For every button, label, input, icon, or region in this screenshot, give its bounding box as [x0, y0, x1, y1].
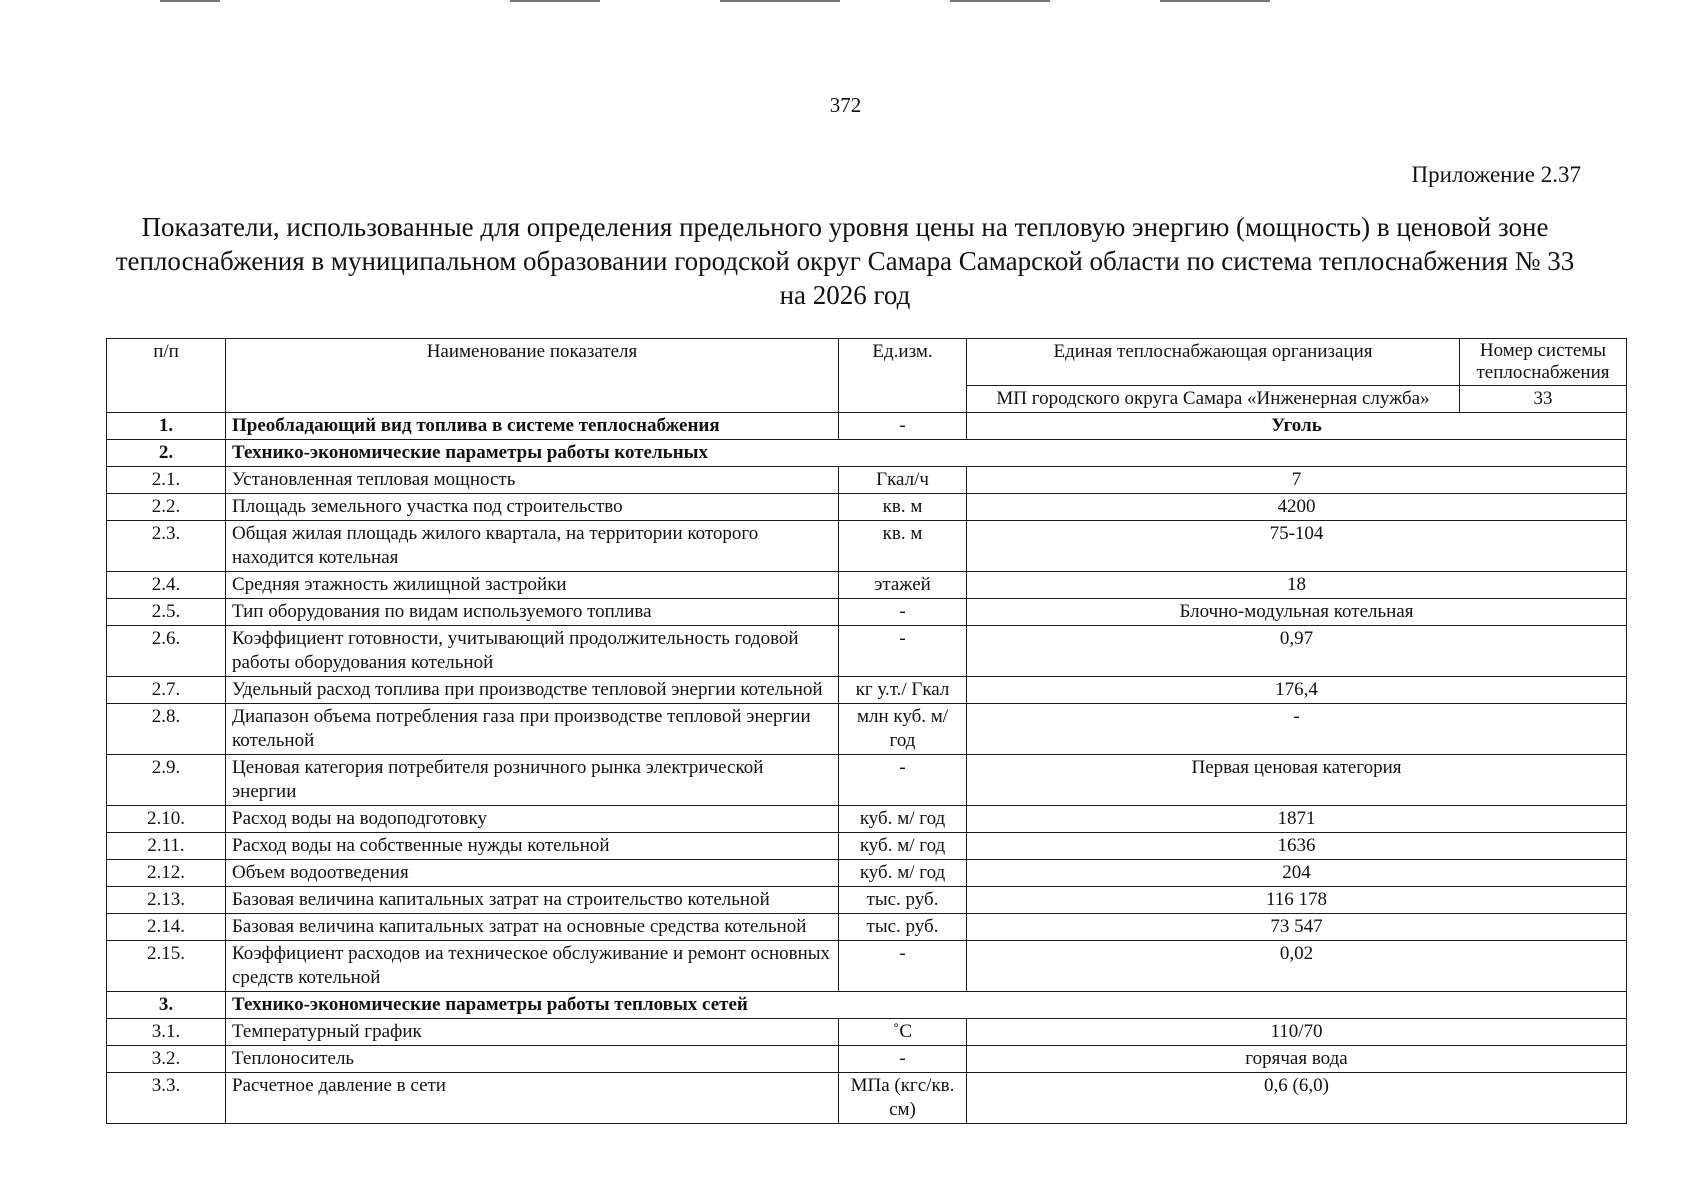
- indicator-name: Расход воды на собственные нужды котельной: [226, 833, 839, 860]
- row-number: 2.4.: [107, 572, 226, 599]
- row-number: 2.9.: [107, 755, 226, 806]
- indicators-table: [106, 338, 1627, 1124]
- table-row: [107, 413, 1627, 440]
- row-number: 2.13.: [107, 887, 226, 914]
- indicator-value: 116 178: [967, 887, 1627, 914]
- table-row: [107, 887, 1627, 914]
- indicator-unit: тыс. руб.: [839, 914, 967, 941]
- indicator-unit: кг у.т./ Гкал: [839, 677, 967, 704]
- table-row: [107, 992, 1627, 1019]
- indicators-table-body: [107, 339, 1627, 1124]
- row-number: 2.6.: [107, 626, 226, 677]
- indicator-unit: -: [839, 626, 967, 677]
- indicator-unit: -: [839, 941, 967, 992]
- indicator-value: 73 547: [967, 914, 1627, 941]
- table-row: [107, 599, 1627, 626]
- table-header-row: [107, 339, 1627, 386]
- indicator-name: Удельный расход топлива при производстве тепловой энергии котельной: [226, 677, 839, 704]
- indicator-value: -: [967, 704, 1627, 755]
- indicator-name: Средняя этажность жилищной застройки: [226, 572, 839, 599]
- document-title: Показатели, использованные для определения предельного уровня цены на тепловую энергию (мощность) в ценовой зоне теплоснабжения в муниципальном образовании городской округ Самара Самарской области по система теплоснабжения № 33 на 2026 год: [115, 212, 1575, 310]
- row-number: 1.: [107, 413, 226, 440]
- table-row: [107, 440, 1627, 467]
- table-row: [107, 626, 1627, 677]
- header-org-name: МП городского округа Самара «Инженерная служба»: [967, 386, 1460, 413]
- appendix-label: Приложение 2.37: [1411, 162, 1581, 187]
- indicator-value: 0,6 (6,0): [967, 1073, 1627, 1124]
- indicator-value: 1871: [967, 806, 1627, 833]
- indicator-name: Площадь земельного участка под строительство: [226, 494, 839, 521]
- row-number: 2.14.: [107, 914, 226, 941]
- table-row: [107, 521, 1627, 572]
- indicator-unit: -: [839, 755, 967, 806]
- row-number: 3.3.: [107, 1073, 226, 1124]
- page-number: 372: [829, 93, 862, 117]
- indicator-name: Теплоноситель: [226, 1046, 839, 1073]
- indicator-unit: куб. м/ год: [839, 860, 967, 887]
- row-number: 2.1.: [107, 467, 226, 494]
- indicator-name: Коэффициент готовности, учитывающий продолжительность годовой работы оборудования котельной: [226, 626, 839, 677]
- indicator-unit: -: [839, 413, 967, 440]
- indicator-unit: -: [839, 599, 967, 626]
- indicator-name: Преобладающий вид топлива в системе теплоснабжения: [226, 413, 839, 440]
- indicator-name: Ценовая категория потребителя розничного рынка электрической энергии: [226, 755, 839, 806]
- indicator-value: 4200: [967, 494, 1627, 521]
- indicator-value: 176,4: [967, 677, 1627, 704]
- indicator-name: Расход воды на водоподготовку: [226, 806, 839, 833]
- indicator-name: Коэффициент расходов иа техническое обслуживание и ремонт основных средств котельной: [226, 941, 839, 992]
- indicator-value: 18: [967, 572, 1627, 599]
- indicator-unit: куб. м/ год: [839, 833, 967, 860]
- row-number: 3.2.: [107, 1046, 226, 1073]
- row-number: 3.1.: [107, 1019, 226, 1046]
- indicator-name: Температурный график: [226, 1019, 839, 1046]
- indicator-name: Установленная тепловая мощность: [226, 467, 839, 494]
- header-system-number: 33: [1460, 386, 1627, 413]
- table-row: [107, 1019, 1627, 1046]
- row-number: 2.3.: [107, 521, 226, 572]
- indicator-name: Базовая величина капитальных затрат на строительство котельной: [226, 887, 839, 914]
- indicator-name: Диапазон объема потребления газа при производстве тепловой энергии котельной: [226, 704, 839, 755]
- indicator-name: Общая жилая площадь жилого квартала, на территории которого находится котельная: [226, 521, 839, 572]
- scan-artifacts: [160, 0, 1280, 3]
- table-row: [107, 914, 1627, 941]
- indicator-unit: этажей: [839, 572, 967, 599]
- row-number: 2.10.: [107, 806, 226, 833]
- indicator-unit: Гкал/ч: [839, 467, 967, 494]
- indicator-value: 75-104: [967, 521, 1627, 572]
- indicator-value: 1636: [967, 833, 1627, 860]
- header-name: Наименование показателя: [226, 339, 839, 413]
- indicator-unit: ˚С: [839, 1019, 967, 1046]
- row-number: 3.: [107, 992, 226, 1019]
- indicator-value: 0,97: [967, 626, 1627, 677]
- table-row: [107, 1073, 1627, 1124]
- indicator-unit: тыс. руб.: [839, 887, 967, 914]
- indicator-unit: куб. м/ год: [839, 806, 967, 833]
- indicator-value: 0,02: [967, 941, 1627, 992]
- indicator-value: Уголь: [967, 413, 1627, 440]
- table-row: [107, 941, 1627, 992]
- indicator-name: Тип оборудования по видам используемого топлива: [226, 599, 839, 626]
- indicator-unit: -: [839, 1046, 967, 1073]
- indicator-name: Объем водоотведения: [226, 860, 839, 887]
- table-row: [107, 572, 1627, 599]
- indicator-value: 204: [967, 860, 1627, 887]
- table-row: [107, 860, 1627, 887]
- section-title: Технико-экономические параметры работы тепловых сетей: [226, 992, 1627, 1019]
- indicator-value: 110/70: [967, 1019, 1627, 1046]
- header-unit: Ед.изм.: [839, 339, 967, 413]
- header-num: п/п: [107, 339, 226, 413]
- indicator-value: 7: [967, 467, 1627, 494]
- row-number: 2.5.: [107, 599, 226, 626]
- row-number: 2.8.: [107, 704, 226, 755]
- indicator-name: Расчетное давление в сети: [226, 1073, 839, 1124]
- header-system: Номер системы теплоснабжения: [1460, 339, 1627, 386]
- indicator-name: Базовая величина капитальных затрат на основные средства котельной: [226, 914, 839, 941]
- table-row: [107, 833, 1627, 860]
- header-org: Единая теплоснабжающая организация: [967, 339, 1460, 386]
- indicator-unit: кв. м: [839, 521, 967, 572]
- indicator-value: горячая вода: [967, 1046, 1627, 1073]
- indicator-value: Блочно-модульная котельная: [967, 599, 1627, 626]
- indicator-unit: МПа (кгс/кв. см): [839, 1073, 967, 1124]
- section-title: Технико-экономические параметры работы котельных: [226, 440, 1627, 467]
- row-number: 2.7.: [107, 677, 226, 704]
- table-row: [107, 467, 1627, 494]
- table-row: [107, 704, 1627, 755]
- table-row: [107, 755, 1627, 806]
- row-number: 2.11.: [107, 833, 226, 860]
- row-number: 2.12.: [107, 860, 226, 887]
- indicator-unit: млн куб. м/год: [839, 704, 967, 755]
- table-row: [107, 806, 1627, 833]
- row-number: 2.: [107, 440, 226, 467]
- row-number: 2.2.: [107, 494, 226, 521]
- indicator-unit: кв. м: [839, 494, 967, 521]
- table-row: [107, 677, 1627, 704]
- table-row: [107, 494, 1627, 521]
- indicator-value: Первая ценовая категория: [967, 755, 1627, 806]
- table-row: [107, 1046, 1627, 1073]
- row-number: 2.15.: [107, 941, 226, 992]
